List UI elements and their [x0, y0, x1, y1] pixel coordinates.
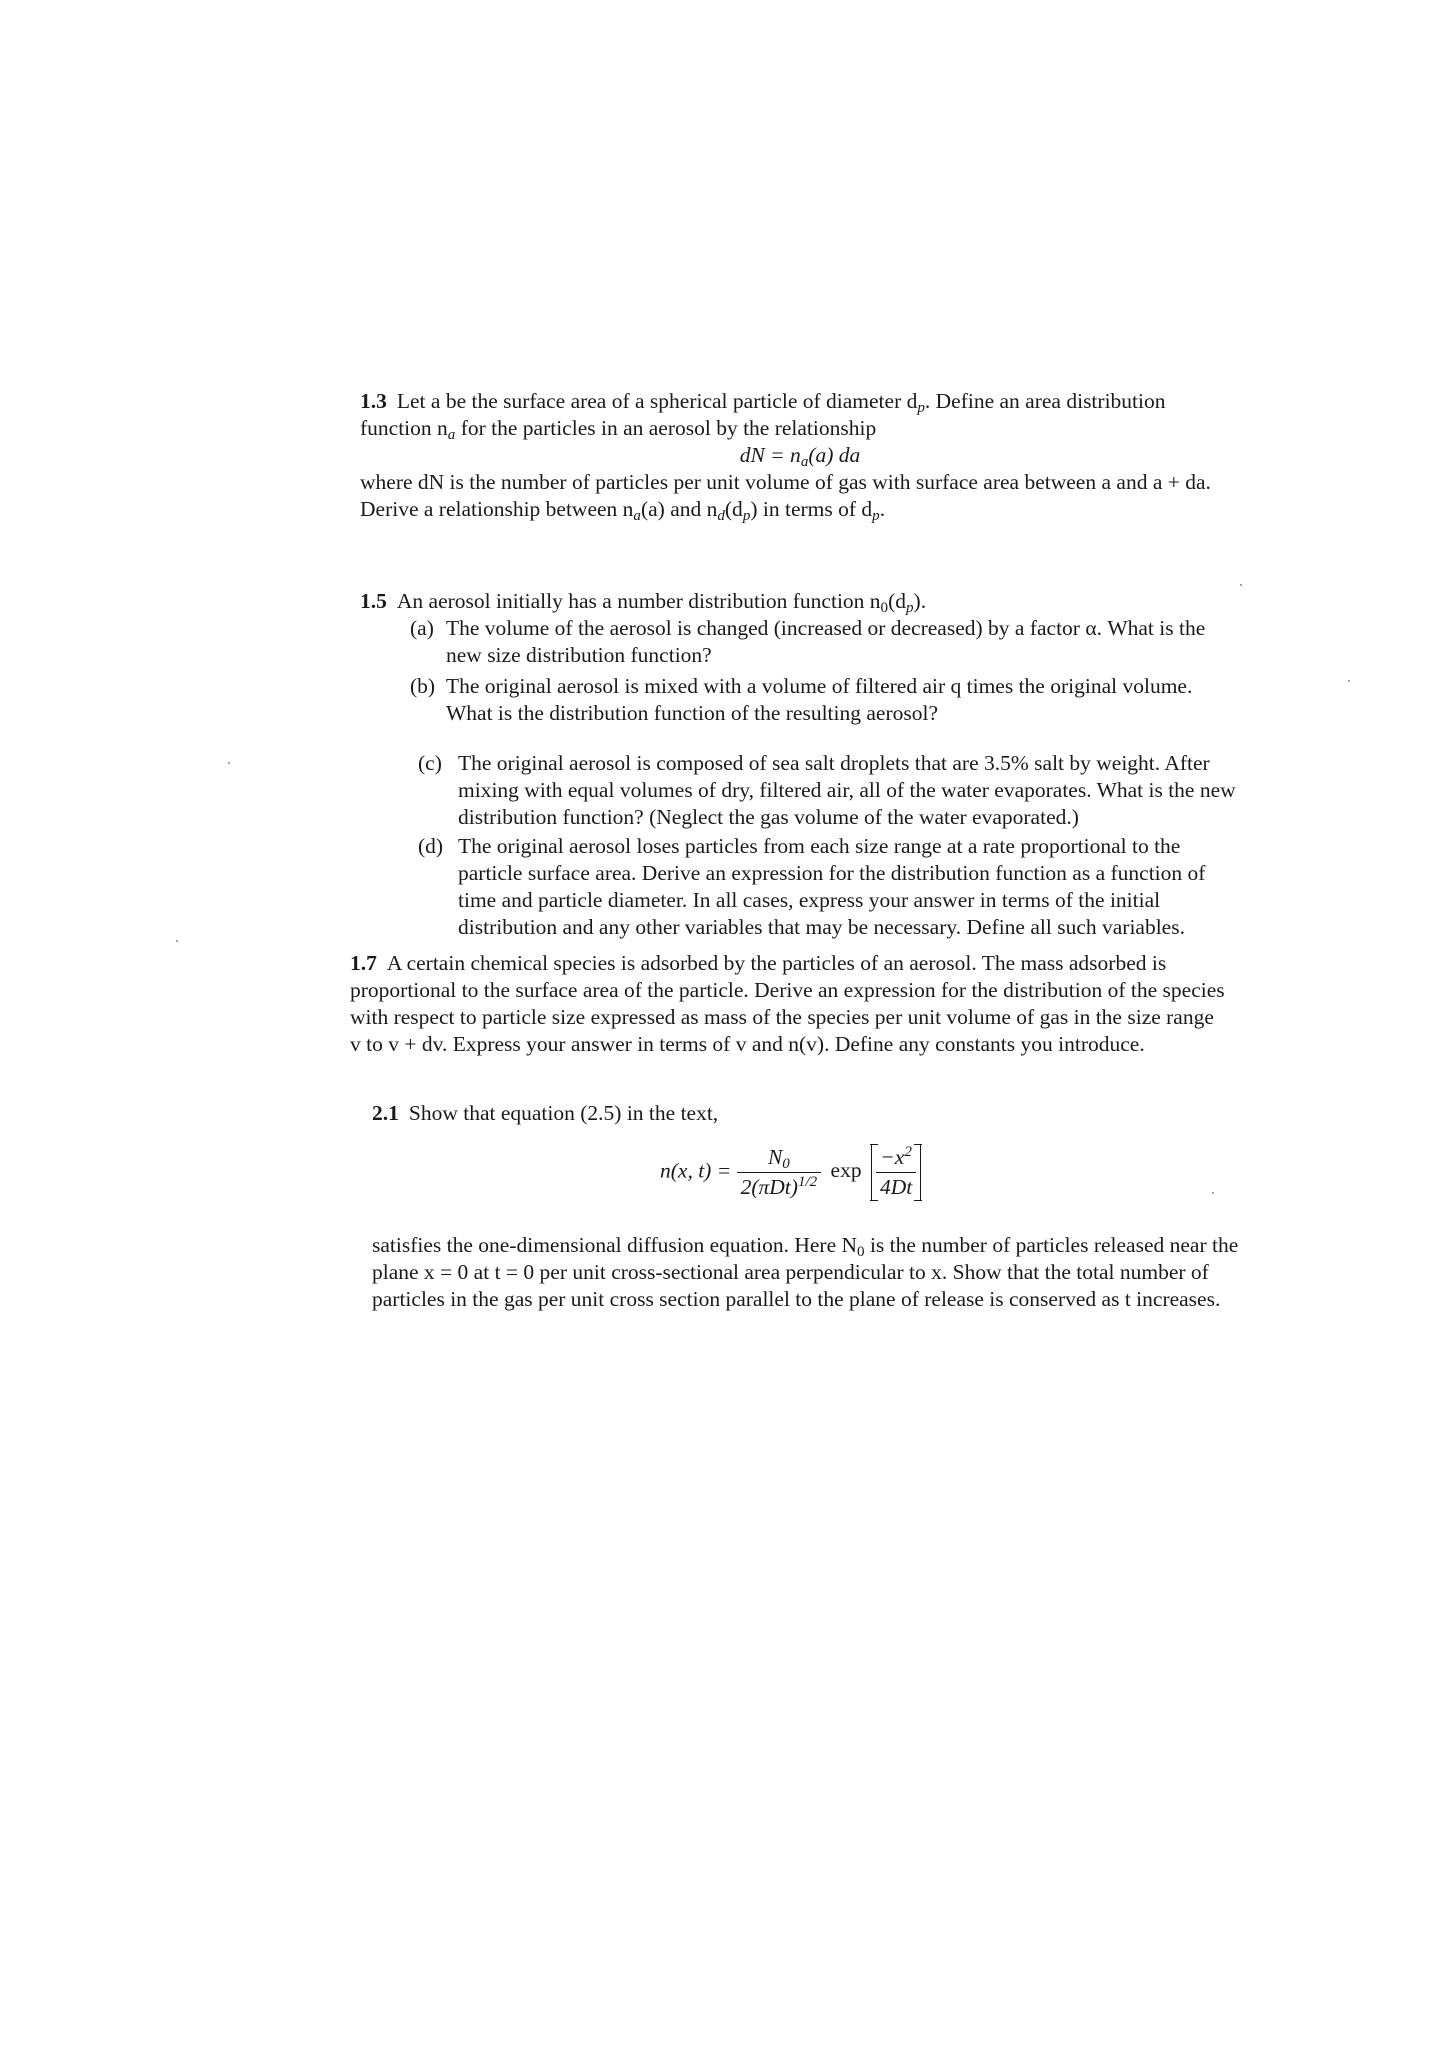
problem-number: 1.5: [360, 589, 387, 613]
fraction: $\frac{N_0}{2(\pi Dt)^{1/2}}$: [737, 1145, 822, 1200]
part-d: (d) The original aerosol loses particles from each size range at a rate proportional to the particle surface area. Derive an expression for the distribution function as a function of time and particle diameter. In all cases, express your answer in terms of the initial distribution and any other variables that may be necessary. Define all such variables.: [418, 834, 1206, 939]
scan-speck: [1212, 1192, 1214, 1194]
problem-1-5-continued: [418, 750, 1240, 941]
part-a: (a) The volume of the aerosol is changed (increased or decreased) by a factor α. What is the new size distribution function?: [410, 616, 1206, 667]
problem-2-1-body: [372, 1232, 1250, 1313]
part-c: (c) The original aerosol is composed of sea salt droplets that are 3.5% salt by weight. After mixing with equal volumes of dry, filtered air, all of the water evaporates. What is the new distribution function? (Neglect the gas volume of the water evaporated.): [418, 751, 1236, 829]
problem-1-7-paragraph: 1.7 A certain chemical species is adsorbed by the particles of an aerosol. The mass adsorbed is proportional to the surface area of the particle. Derive an expression for the distribution of the species with respect to particle size expressed as mass of the species per unit volume of gas in the size range v to v + dv. Express your answer in terms of v and n(v). Define any constants you introduce.: [350, 951, 1225, 1056]
problem-1-5: [360, 588, 1230, 727]
problem-number: 2.1: [372, 1101, 399, 1125]
scan-speck: [228, 762, 230, 764]
problem-2-1: [372, 1100, 1252, 1127]
part-b: (b) The original aerosol is mixed with a volume of filtered air q times the original volume. What is the distribution function of the resulting aerosol?: [410, 674, 1193, 725]
problem-1-3: [360, 388, 1240, 523]
diffusion-equation: n(x, t) = $\frac{N_0}{2(\pi Dt)^{1/2}}$ exp $\frac{-x^2}{4Dt}$: [660, 1145, 921, 1200]
scan-speck: [1240, 584, 1242, 586]
problem-1-7: [350, 950, 1230, 1058]
bracket: $\frac{-x^2}{4Dt}$: [871, 1145, 921, 1200]
problem-number: 1.7: [350, 951, 377, 975]
scan-speck: [176, 940, 178, 942]
scan-speck: [1348, 680, 1350, 682]
problem-2-1-intro: 2.1 Show that equation (2.5) in the text,: [372, 1101, 719, 1125]
problem-1-3-paragraph-2: where dN is the number of particles per unit volume of gas with surface area between a and a + da. Derive a relationship between $n_a(a)$ and $n_d(d_p)$ in terms of $d_p$.: [360, 470, 1211, 524]
problem-1-3-paragraph: 1.3 Let a be the surface area of a spherical particle of diameter $d_p$. Define an area distribution function $n_a$ for the particles in an aerosol by the relationship: [360, 389, 1166, 443]
equation-dn: dN = $n_a(a)$ da: [739, 443, 861, 470]
problem-1-5-intro: 1.5 An aerosol initially has a number distribution function $n_0(d_p)$.: [360, 589, 927, 616]
problem-2-1-paragraph: satisfies the one-dimensional diffusion equation. Here $N_0$ is the number of particles released near the plane x = 0 at t = 0 per unit cross-sectional area perpendicular to x. Show that the total number of particles in the gas per unit cross section parallel to the plane of release is conserved as t increases.: [372, 1233, 1239, 1311]
problem-number: 1.3: [360, 389, 387, 413]
